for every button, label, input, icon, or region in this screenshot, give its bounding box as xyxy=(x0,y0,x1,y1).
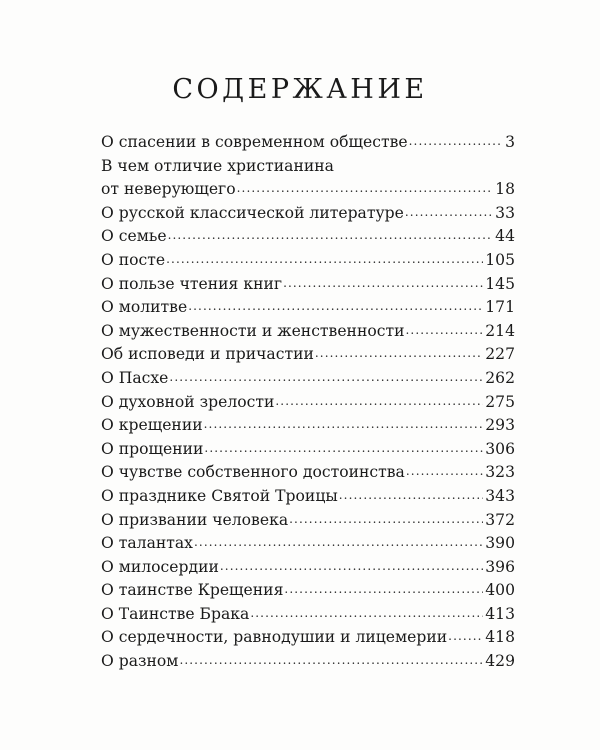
toc-entry xyxy=(101,509,515,533)
toc-entry-page: 44 xyxy=(495,227,515,246)
toc-entry-title: О духовной зрелости xyxy=(101,392,275,411)
toc-entry-page: 429 xyxy=(485,652,515,671)
toc-entry-title: О русской классической литературе xyxy=(101,203,404,222)
toc-entry-page: 323 xyxy=(485,463,515,482)
toc-entry-page: 262 xyxy=(485,368,515,387)
toc-entry xyxy=(101,391,515,415)
toc-entry-page: 343 xyxy=(485,486,515,505)
toc-entry xyxy=(101,556,515,580)
toc-entry-page: 145 xyxy=(485,274,515,293)
toc-entry-title: О молитве xyxy=(101,298,188,317)
dot-leader xyxy=(168,226,494,242)
dot-leader xyxy=(194,533,483,549)
toc-entry xyxy=(101,650,515,674)
toc-entry-title: О призвании человека xyxy=(101,510,289,529)
toc-entry xyxy=(101,131,515,155)
dot-leader xyxy=(284,580,483,596)
toc-entry xyxy=(101,414,515,438)
toc-entry-page: 400 xyxy=(485,581,515,600)
dot-leader xyxy=(220,556,483,572)
toc-entry xyxy=(101,626,515,650)
dot-leader xyxy=(237,179,494,195)
toc-entry xyxy=(101,485,515,509)
dot-leader xyxy=(275,391,483,407)
dot-leader xyxy=(169,367,483,383)
toc-entry-title-first-line: В чем отличие христианина xyxy=(101,156,334,175)
toc-entry-title: О сердечности, равнодушии и лицемерии xyxy=(101,628,448,647)
toc-entry xyxy=(101,249,515,273)
toc-entry-title: Об исповеди и причастии xyxy=(101,345,314,364)
dot-leader xyxy=(315,344,483,360)
toc-entry xyxy=(101,579,515,603)
toc-entry xyxy=(101,320,515,344)
toc-entry-page: 275 xyxy=(485,392,515,411)
toc-entry xyxy=(101,461,515,485)
toc-entry-page: 390 xyxy=(485,534,515,553)
toc-entry-page: 293 xyxy=(485,416,515,435)
toc-entry-page: 105 xyxy=(485,250,515,269)
toc-entry-title: О пользе чтения книг xyxy=(101,274,283,293)
toc-entry xyxy=(101,273,515,297)
dot-leader xyxy=(339,485,483,501)
toc-entry xyxy=(101,343,515,367)
toc-entry-title: О празднике Святой Троицы xyxy=(101,486,338,505)
toc-entry-page: 227 xyxy=(485,345,515,364)
toc-entry-page: 18 xyxy=(495,180,515,199)
dot-leader xyxy=(405,320,483,336)
toc-entry-page: 372 xyxy=(485,510,515,529)
dot-leader xyxy=(166,249,483,265)
toc-entry-title: О милосердии xyxy=(101,557,219,576)
toc-entry-title: О семье xyxy=(101,227,167,246)
toc-entry xyxy=(101,225,515,249)
toc-entry-title: О талантах xyxy=(101,534,193,553)
dot-leader xyxy=(179,650,483,666)
dot-leader xyxy=(289,509,483,525)
dot-leader xyxy=(204,438,483,454)
toc-entry-page: 3 xyxy=(505,133,515,151)
toc-entry-page: 171 xyxy=(485,298,515,317)
dot-leader xyxy=(188,297,483,313)
toc-entry-title: О таинстве Крещения xyxy=(101,581,284,600)
toc-entry xyxy=(101,296,515,320)
toc-entry-page: 396 xyxy=(485,557,515,576)
table-of-contents xyxy=(101,131,515,674)
toc-entry-title: О Пасхе xyxy=(101,368,169,387)
contents-heading: СОДЕРЖАНИЕ xyxy=(172,74,428,105)
toc-entry-page: 33 xyxy=(495,203,515,222)
toc-entry-title: О чувстве собственного достоинства xyxy=(101,463,405,482)
dot-leader xyxy=(250,603,483,619)
dot-leader xyxy=(409,131,503,147)
toc-entry-title: О посте xyxy=(101,250,166,269)
toc-entry-title: О спасении в современном обществе xyxy=(101,133,408,151)
dot-leader xyxy=(283,273,483,289)
toc-entry-page: 306 xyxy=(485,439,515,458)
toc-entry-title: О мужественности и женственности xyxy=(101,321,405,340)
toc-entry xyxy=(101,155,515,202)
toc-entry xyxy=(101,438,515,462)
toc-entry-page: 413 xyxy=(485,604,515,623)
toc-entry-title: от неверующего xyxy=(101,180,236,199)
dot-leader xyxy=(204,415,484,431)
toc-entry-title: О прощении xyxy=(101,439,204,458)
dot-leader xyxy=(406,462,483,478)
toc-entry xyxy=(101,603,515,627)
toc-entry-title: О Таинстве Брака xyxy=(101,604,250,623)
toc-entry-page: 214 xyxy=(485,321,515,340)
toc-entry xyxy=(101,367,515,391)
toc-entry-title: О крещении xyxy=(101,416,203,435)
dot-leader xyxy=(448,627,483,643)
toc-entry xyxy=(101,202,515,226)
toc-entry xyxy=(101,532,515,556)
toc-entry-title: О разном xyxy=(101,652,179,671)
dot-leader xyxy=(405,202,493,218)
toc-entry-page: 418 xyxy=(485,628,515,647)
